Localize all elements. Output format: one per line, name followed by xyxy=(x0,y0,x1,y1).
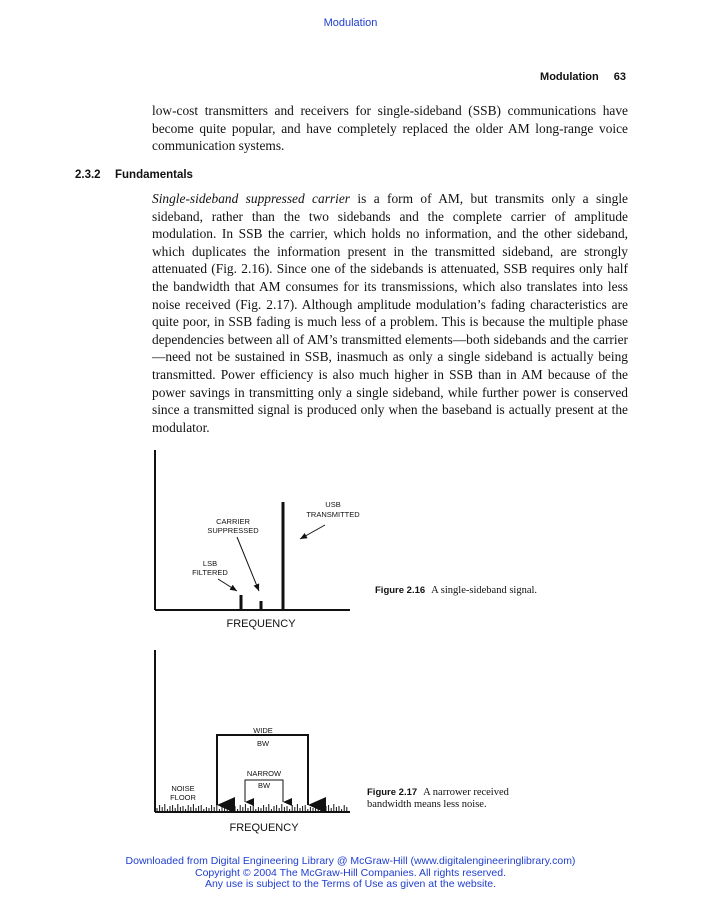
caption-label: Figure 2.17 xyxy=(367,787,418,798)
footer-download-line[interactable]: Downloaded from Digital Engineering Library @ McGraw-Hill (www.digitalengineeringlibrary.com) xyxy=(125,855,576,867)
footer-copyright-line: Copyright © 2004 The McGraw-Hill Companies. All rights reserved. xyxy=(195,866,506,879)
lsb-arrow xyxy=(218,579,237,591)
label-wide-bw: BW xyxy=(256,739,270,748)
figure-2-16 xyxy=(140,445,560,635)
label-carrier-suppressed: SUPPRESSED xyxy=(207,526,259,535)
section-heading xyxy=(75,169,193,181)
x-axis-label: FREQUENCY xyxy=(226,618,296,630)
label-carrier: CARRIER xyxy=(216,517,250,526)
label-narrow-bw: BW xyxy=(257,781,271,790)
label-narrow: NARROW xyxy=(246,769,282,778)
label-noise-floor: FLOOR xyxy=(170,793,196,802)
caption-text: A single-sideband signal. xyxy=(431,585,538,596)
figure-2-17 xyxy=(140,645,560,840)
section-number: 2.3.2 xyxy=(75,169,101,181)
ssb-spectrum-diagram xyxy=(140,445,560,645)
label-noise: NOISE xyxy=(171,784,195,793)
x-axis-label: FREQUENCY xyxy=(229,822,299,834)
top-banner[interactable] xyxy=(0,17,701,29)
figure-2-17-caption xyxy=(367,787,532,811)
fundamentals-body: is a form of AM, but transmits only a single sideband, rather than the two sidebands and the complete carrier of amplitude modulation. In SSB the carrier, which holds no information, and the other sideband, which duplicates the information present in the transmitted sideband, are strongly attenuated (Fig. 2.16). Since one of the sidebands is attenuated, SSB requires only half the bandwidth that AM consumes for its transmissions, which also translates into less noise received (Fig. 2.17). Although amplitude modulation’s fading characteristics are quite poor, in SSB fading is much less of a problem. This is because the multiple phase dependencies between all of AM’s transmitted elements—both sidebands and the carrier—need not be sustained in SSB, inasmuch as only a single sideband is actually being transmitted. Power efficiency is also much higher in SSB than in AM because of the power savings in transmitting only a single sideband, while further power is conserved since a transmitted signal is produced only when the baseband is actually present at the modulator. xyxy=(152,191,628,435)
section-title: Fundamentals xyxy=(115,169,193,181)
fundamentals-paragraph xyxy=(152,190,628,436)
noise-floor xyxy=(157,804,347,812)
figure-2-16-caption xyxy=(375,585,540,597)
label-lsb: LSB xyxy=(202,559,218,568)
carrier-arrow xyxy=(237,537,259,591)
intro-paragraph: low-cost transmitters and receivers for single-sideband (SSB) communications have become quite popular, and have completely replaced the older AM long-range voice communication systems. xyxy=(152,103,628,154)
label-lsb-filtered: FILTERED xyxy=(192,568,228,577)
label-wide: WIDE xyxy=(253,726,273,735)
caption-text: A narrower received bandwidth means less noise. xyxy=(367,787,509,810)
label-usb-transmitted: TRANSMITTED xyxy=(306,510,360,519)
bandwidth-noise-diagram xyxy=(140,645,560,845)
footer[interactable] xyxy=(0,856,701,891)
running-head xyxy=(540,71,626,83)
label-usb: USB xyxy=(325,500,341,509)
running-head-chapter: Modulation xyxy=(540,71,599,83)
banner-title[interactable]: Modulation xyxy=(323,17,378,29)
footer-terms-line[interactable]: Any use is subject to the Terms of Use as given at the website. xyxy=(204,878,497,890)
page-number: 63 xyxy=(613,71,626,83)
lead-term: Single-sideband suppressed carrier xyxy=(152,191,350,206)
usb-arrow xyxy=(300,525,325,539)
caption-label: Figure 2.16 xyxy=(375,585,426,596)
